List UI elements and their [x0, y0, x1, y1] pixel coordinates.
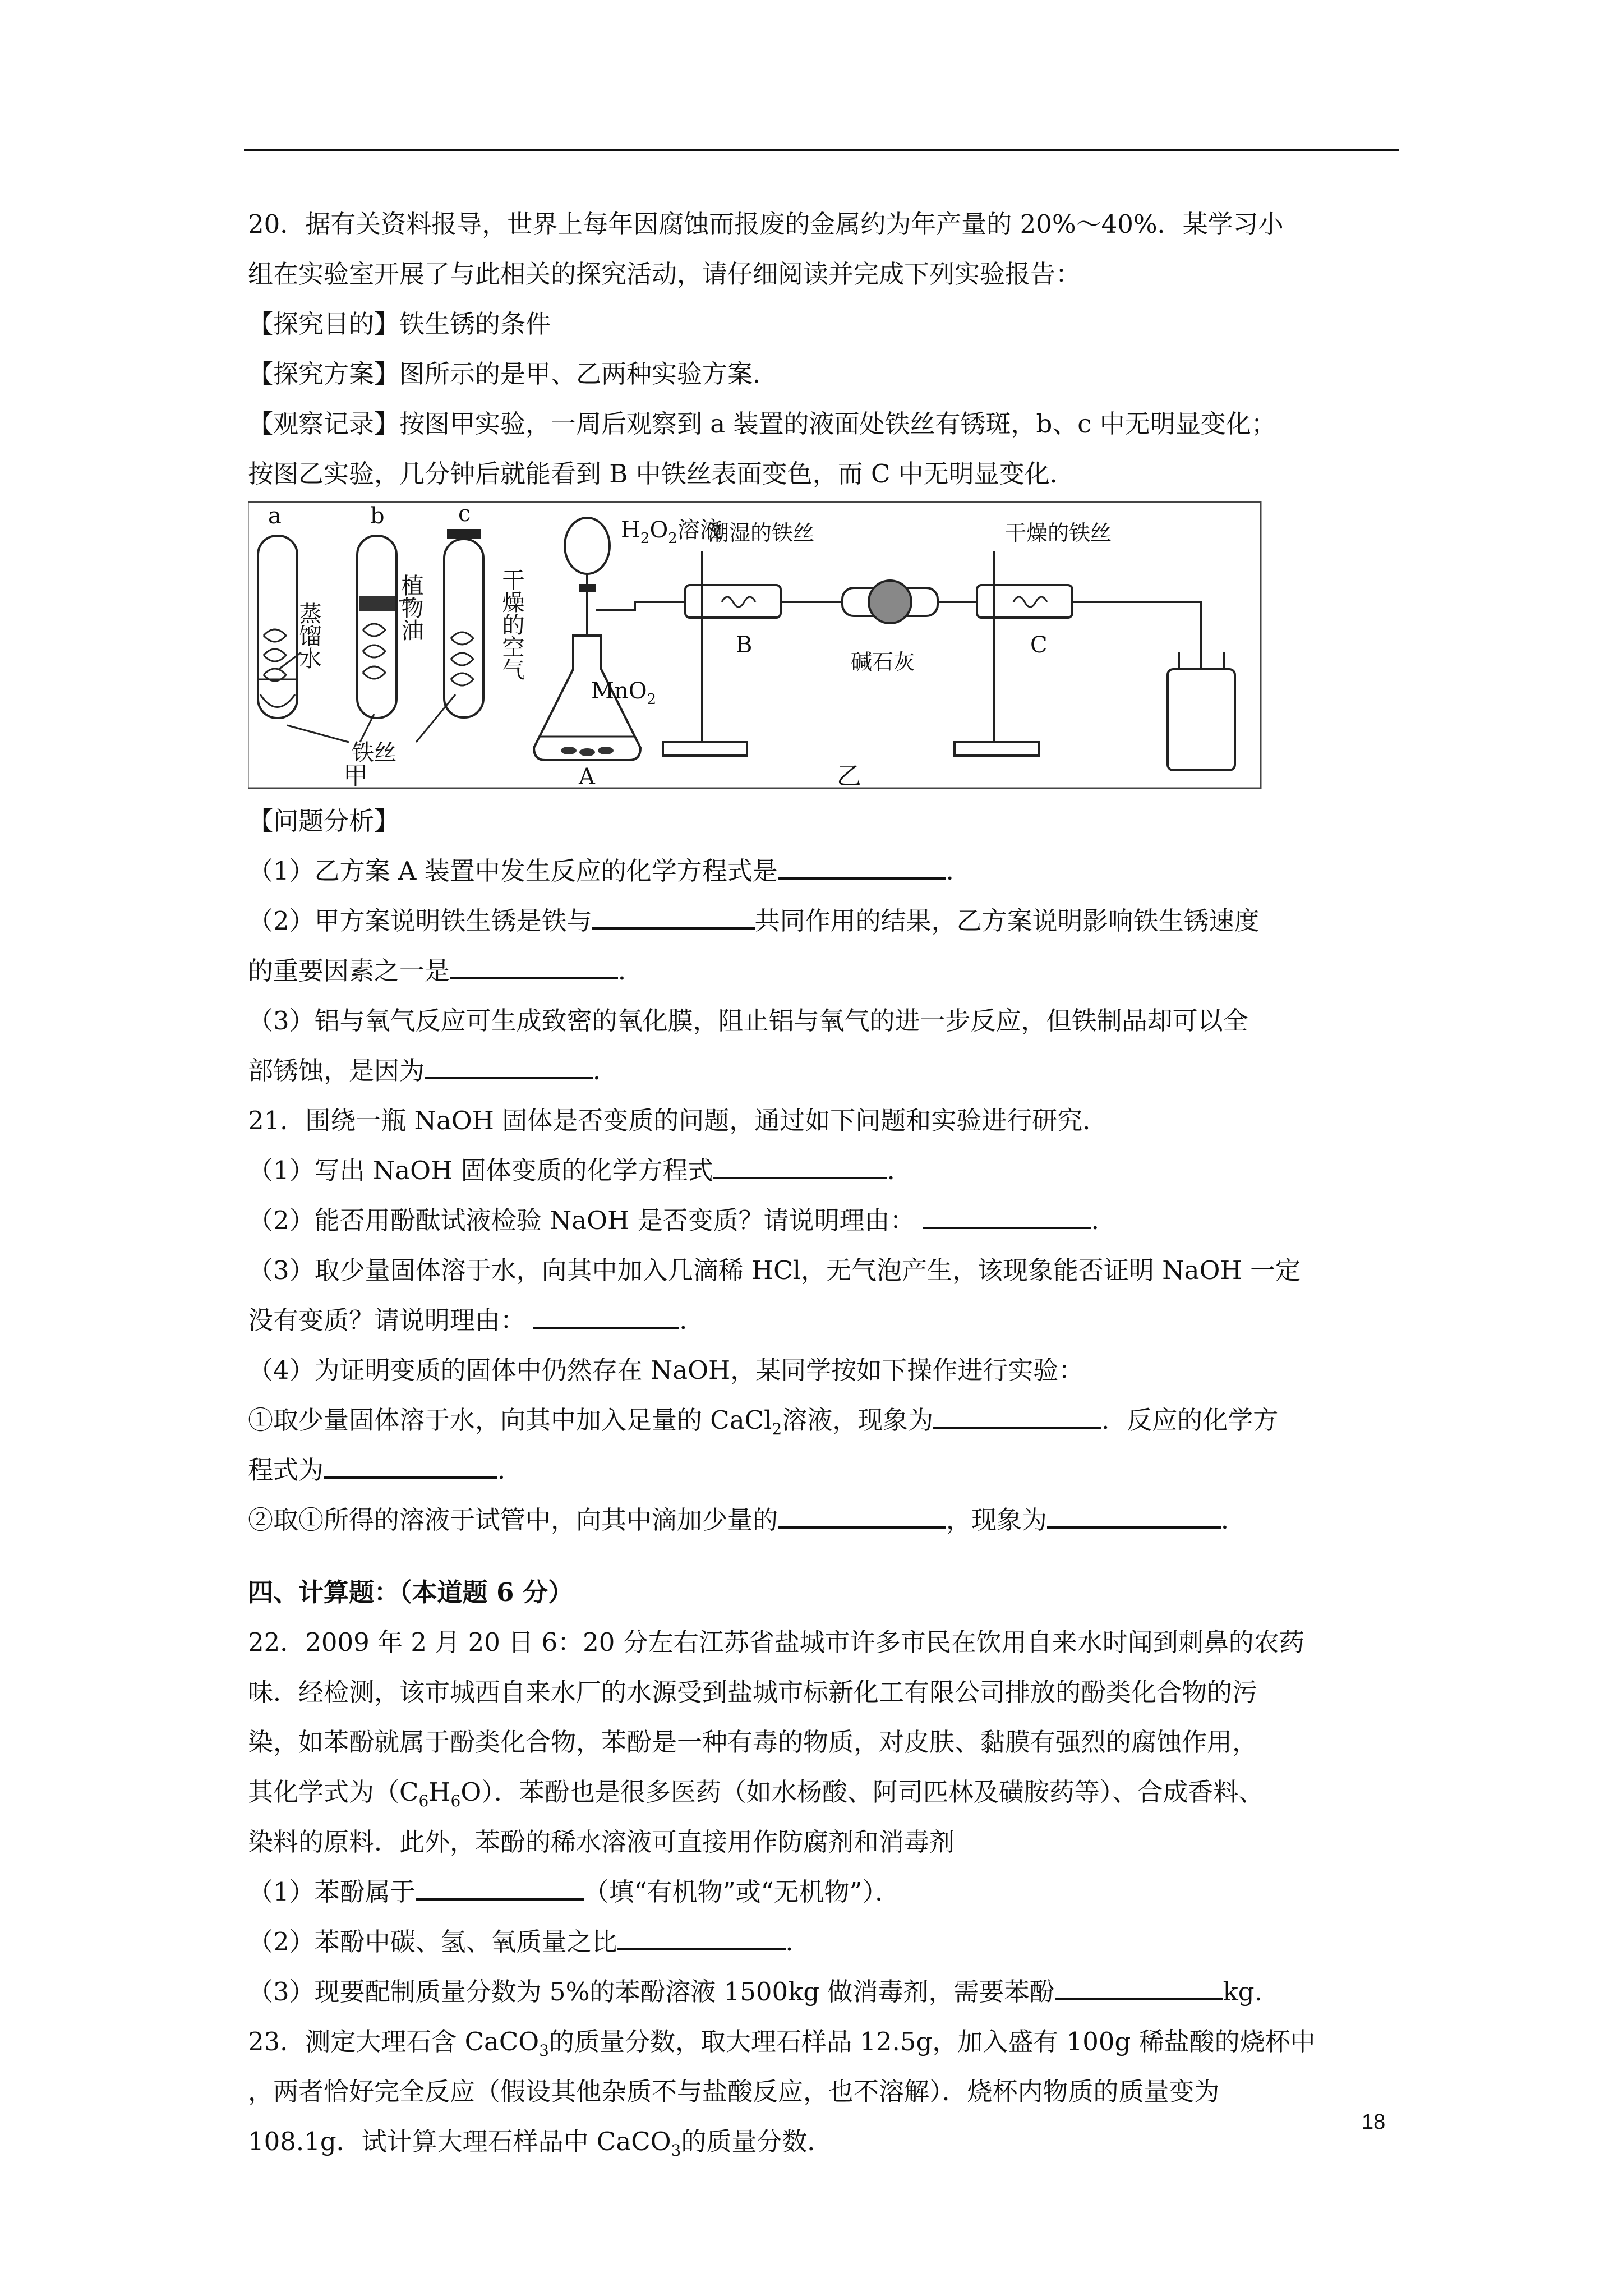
answer-blank[interactable]	[416, 1867, 584, 1901]
q21-part-4: （4）为证明变质的固体中仍然存在 NaOH，某同学按如下操作进行实验：	[248, 1355, 1084, 1385]
answer-blank[interactable]	[778, 846, 946, 880]
label-soda-lime: 碱石灰	[851, 650, 915, 674]
stopper-c	[447, 529, 481, 539]
q21-part-3-cont: 没有变质？请说明理由： ．	[248, 1295, 1403, 1345]
answer-blank[interactable]	[533, 1295, 679, 1329]
q22-part-1: （1）苯酚属于 （填“有机物”或“无机物”）．	[248, 1867, 1403, 1917]
section-4-heading: 四、计算题：（本道题 6 分）	[248, 1577, 574, 1607]
q20-plan: 【探究方案】图所示的是甲、乙两种实验方案．	[248, 359, 778, 389]
q20-analysis-heading: 【问题分析】	[248, 806, 400, 836]
label-tube-c: c	[458, 501, 471, 527]
answer-blank[interactable]	[1047, 1495, 1221, 1529]
label-tube-a: a	[268, 503, 282, 529]
experiment-figure	[248, 501, 1263, 793]
q20-purpose: 【探究目的】铁生锈的条件	[248, 309, 551, 339]
experiment-diagram	[248, 501, 1263, 793]
answer-blank[interactable]	[923, 1195, 1091, 1229]
q21-step-1-cont: 程式为 ．	[248, 1445, 1403, 1495]
q22-line-5: 染料的原料．此外，苯酚的稀水溶液可直接用作防腐剂和消毒剂	[248, 1827, 955, 1857]
page-content	[248, 199, 1403, 2166]
q21-part-1: （1）写出 NaOH 固体变质的化学方程式 ．	[248, 1145, 1403, 1195]
q20-part-2-text: （2）甲方案说明铁生锈是铁与	[248, 906, 592, 936]
q20-line-2: 组在实验室开展了与此相关的探究活动，请仔细阅读并完成下列实验报告：	[248, 259, 1081, 289]
stand-c-base	[955, 742, 1039, 756]
answer-blank[interactable]	[778, 1495, 946, 1529]
q23-line-1: 23．测定大理石含 CaCO$_3$的质量分数，取大理石样品 12.5g，加入盛有 100g 稀盐酸的烧杯中	[248, 2027, 1316, 2060]
tube-b	[357, 536, 396, 718]
q22-line-1: 22．2009 年 2 月 20 日 6：20 分左右江苏省盐城市许多市民在饮用自来水时闻到刺鼻的农药	[248, 1627, 1304, 1657]
q20-part-3-cont: 部锈蚀，是因为 ．	[248, 1046, 1403, 1096]
q23-line-3: 108.1g．试计算大理石样品中 CaCO$_3$的质量分数．	[248, 2127, 833, 2160]
label-apparatus-c: C	[1030, 632, 1048, 658]
label-apparatus-b: B	[736, 632, 753, 658]
answer-blank[interactable]	[425, 1046, 593, 1079]
q21-part-2: （2）能否用酚酞试液检验 NaOH 是否变质？请说明理由： ．	[248, 1195, 1403, 1245]
label-iron-wire: 铁丝	[352, 740, 396, 766]
q22-part-3: （3）现要配制质量分数为 5%的苯酚溶液 1500kg 做消毒剂，需要苯酚 kg.	[248, 1967, 1403, 2017]
stand-b-base	[663, 742, 747, 756]
answer-blank[interactable]	[1055, 1967, 1223, 2000]
answer-blank[interactable]	[713, 1145, 887, 1179]
q21-step-2: ②取①所得的溶液于试管中，向其中滴加少量的 ，现象为 ．	[248, 1495, 1403, 1545]
q22-part-2: （2）苯酚中碳、氢、氧质量之比 ．	[248, 1917, 1403, 1967]
label-apparatus-a: A	[579, 764, 595, 790]
answer-blank[interactable]	[450, 946, 618, 979]
q21-step-1: ①取少量固体溶于水，向其中加入足量的 CaCl$_2$溶液，现象为 ．反应的化学方	[248, 1395, 1403, 1445]
answer-blank[interactable]	[933, 1395, 1101, 1429]
q20-part-1: （1）乙方案 A 装置中发生反应的化学方程式是 ．	[248, 846, 1403, 896]
page-number: 18	[1362, 2110, 1386, 2134]
label-distilled-water: 蒸馏水	[296, 602, 321, 669]
label-dry-air: 干燥的空气	[499, 568, 524, 680]
iron-coil-c	[451, 632, 473, 685]
q21-part-3: （3）取少量固体溶于水，向其中加入几滴稀 HCl，无气泡产生，该现象能否证明 NaOH 一定	[248, 1255, 1301, 1285]
soda-lime-bulb	[869, 581, 911, 623]
answer-blank[interactable]	[324, 1445, 497, 1479]
q22-line-4: 其化学式为$(C_6H_6O)$．苯酚也是很多医药（如水杨酸、阿司匹林及磺胺药等）、合成香料、	[248, 1777, 1264, 1810]
tube-c	[444, 539, 483, 717]
separatory-funnel	[565, 518, 610, 574]
q20-line-1: 20．据有关资料报导，世界上每年因腐蚀而报废的金属约为年产量的 20%～40%．某学习小	[248, 209, 1284, 239]
answer-blank[interactable]	[617, 1917, 786, 1950]
iron-coil-a	[264, 629, 286, 681]
q22-line-2: 味．经检测，该市城西自来水厂的水源受到盐城市标新化工有限公司排放的酚类化合物的污	[248, 1677, 1258, 1707]
tube-a	[258, 536, 297, 718]
oil-layer-b	[359, 596, 395, 611]
label-vegetable-oil: 植物油	[398, 574, 423, 641]
iron-coil-b	[363, 624, 385, 679]
collection-bottle	[1168, 669, 1235, 770]
q20-part-2-cont: 的重要因素之一是 ．	[248, 946, 1403, 996]
label-tube-b: b	[370, 503, 385, 529]
header-rule	[244, 149, 1399, 151]
label-jia: 甲	[343, 762, 368, 790]
label-h2o2: $H_2O_2$溶液	[621, 517, 722, 547]
label-wet-wire: 潮湿的铁丝	[708, 521, 815, 545]
q22-line-3: 染，如苯酚就属于酚类化合物，苯酚是一种有毒的物质，对皮肤、黏膜有强烈的腐蚀作用，	[248, 1727, 1258, 1757]
q20-part-1-text: （1）乙方案 A 装置中发生反应的化学方程式是	[248, 856, 778, 886]
q20-observation-1: 【观察记录】按图甲实验，一周后观察到 a 装置的液面处铁丝有锈斑，b、c 中无明显变化；	[248, 409, 1276, 439]
q23-line-2: ，两者恰好完全反应（假设其他杂质不与盐酸反应，也不溶解）．烧杯内物质的质量变为	[248, 2077, 1220, 2106]
q20-observation-2: 按图乙实验，几分钟后就能看到 B 中铁丝表面变色，而 C 中无明显变化．	[248, 459, 1075, 489]
label-mno2: MnO$_2$	[591, 678, 657, 708]
q21-line-1: 21．围绕一瓶 NaOH 固体是否变质的问题，通过如下问题和实验进行研究．	[248, 1106, 1108, 1135]
answer-blank[interactable]	[592, 896, 755, 930]
label-yi: 乙	[837, 762, 861, 790]
label-dry-wire: 干燥的铁丝	[1005, 521, 1112, 545]
q20-part-3: （3）铝与氧气反应可生成致密的氧化膜，阻止铝与氧气的进一步反应，但铁制品却可以全	[248, 1006, 1248, 1036]
q20-part-2: （2）甲方案说明铁生锈是铁与 共同作用的结果，乙方案说明影响铁生锈速度	[248, 896, 1403, 946]
